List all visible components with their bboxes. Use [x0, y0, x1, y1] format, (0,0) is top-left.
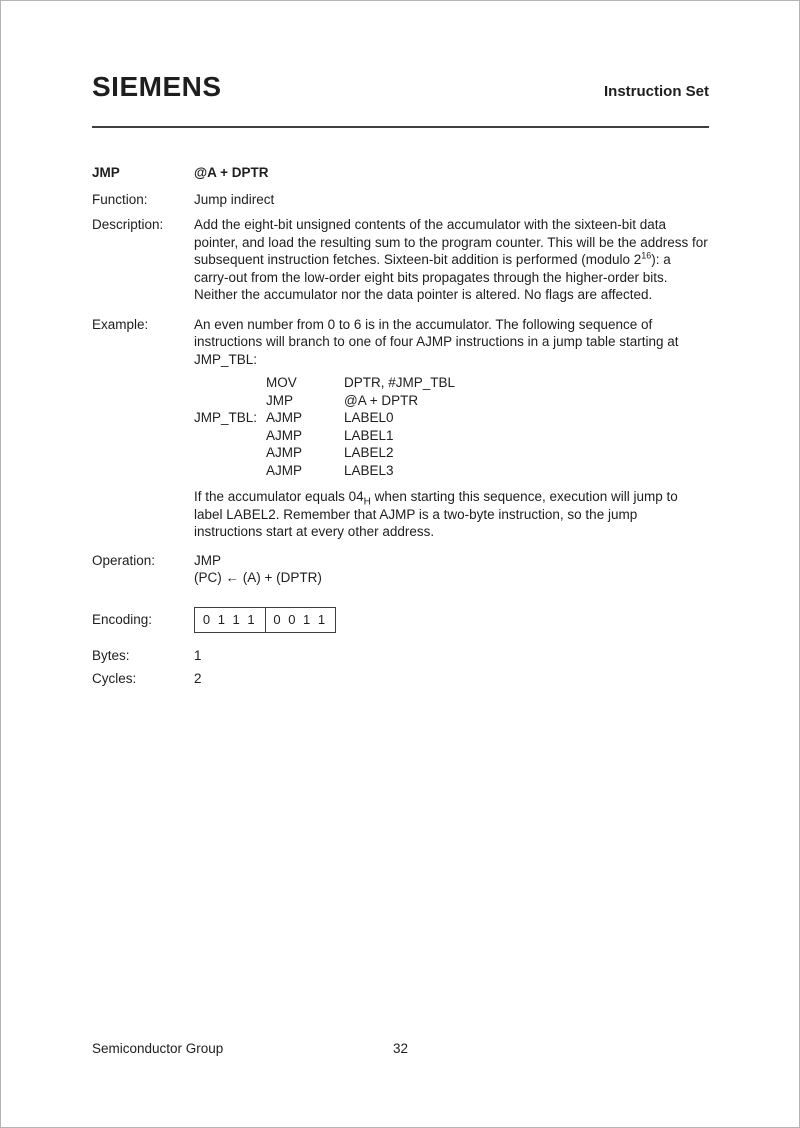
- function-label: Function:: [92, 191, 148, 207]
- operation-line1: JMP: [194, 552, 221, 568]
- encoding-low-nibble: 0 0 1 1: [273, 611, 328, 627]
- code-line-label: [194, 392, 266, 410]
- operation-label: Operation:: [92, 552, 156, 568]
- page-footer: [92, 1040, 709, 1057]
- code-line-label: JMP_TBL:: [194, 410, 258, 425]
- code-line: [194, 392, 709, 410]
- code-line: [194, 444, 709, 462]
- code-line: [194, 374, 709, 392]
- example-row: [92, 316, 709, 541]
- code-line-mnemonic: AJMP: [266, 445, 303, 460]
- encoding-content: [194, 607, 709, 633]
- instruction-title-row: [92, 164, 709, 182]
- code-line: [194, 462, 709, 480]
- encoding-row: [92, 607, 709, 633]
- description-label: Description:: [92, 217, 164, 232]
- code-line-operands: DPTR, #JMP_TBL: [344, 375, 456, 390]
- encoding-bit-box: [194, 607, 336, 633]
- code-line: [194, 427, 709, 445]
- code-line-mnemonic: AJMP: [266, 410, 303, 425]
- code-line-mnemonic: MOV: [266, 375, 297, 390]
- code-line-label: [194, 462, 266, 480]
- example-outro: [194, 488, 709, 541]
- instruction-operands: @A + DPTR: [194, 165, 269, 180]
- code-line-operands: LABEL1: [344, 427, 394, 443]
- example-outro-part1: If the accumulator equals 04: [194, 489, 364, 504]
- encoding-label: Encoding:: [92, 611, 153, 627]
- cycles-row: [92, 670, 709, 688]
- cycles-label: Cycles:: [92, 671, 137, 686]
- description-text: [194, 216, 709, 304]
- hex-subscript: H: [363, 496, 371, 508]
- instruction-mnemonic: JMP: [92, 165, 120, 180]
- header-section-title: Instruction Set: [603, 83, 709, 100]
- example-content: [194, 316, 709, 541]
- page-header: [92, 73, 709, 101]
- header-divider: [92, 126, 709, 128]
- description-text-part1: Add the eight-bit unsigned contents of the accumulator with the sixteen-bit data pointer, and load the resulting sum to the program counter. This will be the address for subsequent instruction fetches. Sixteen-bit addition is performed (modulo 2: [194, 217, 708, 267]
- bytes-label: Bytes:: [92, 647, 130, 663]
- footer-page-number: 32: [392, 1041, 409, 1056]
- code-line-label: [194, 427, 266, 445]
- code-line-mnemonic: AJMP: [266, 427, 303, 443]
- code-line-operands: LABEL3: [344, 462, 394, 478]
- example-intro: An even number from 0 to 6 is in the accumulator. The following sequence of instructions will branch to one of four AJMP instructions in a jump table starting at JMP_TBL:: [194, 316, 679, 367]
- example-outro-part2: when starting this sequence, execution will jump to label LABEL2. Remember that AJMP is a two-byte instruction, so the jump instructions start at every other address.: [194, 489, 678, 539]
- code-line-operands: LABEL2: [344, 445, 394, 460]
- description-exponent: 16: [641, 250, 652, 261]
- operation-content: [194, 552, 709, 587]
- footer-group-name: Semiconductor Group: [92, 1041, 224, 1056]
- code-line-label: [194, 374, 266, 392]
- example-code-block: [194, 374, 709, 479]
- example-label: Example:: [92, 316, 149, 332]
- function-row: [92, 191, 709, 209]
- code-line-operands: @A + DPTR: [344, 392, 419, 408]
- code-line: [194, 409, 709, 427]
- cycles-value: 2: [194, 671, 202, 686]
- description-text-part2: ): a carry-out from the low-order eight bits propagates through the higher-order bits. Neither the accumulator nor the data pointer is altered. No flags are affected.: [194, 252, 671, 302]
- description-row: [92, 216, 709, 304]
- code-line-label: [194, 444, 266, 462]
- page-content: [92, 164, 709, 688]
- operation-line2: (PC) ← (A) + (DPTR): [194, 570, 322, 585]
- code-line-mnemonic: AJMP: [266, 462, 303, 478]
- code-line-operands: LABEL0: [344, 410, 394, 425]
- bytes-row: [92, 647, 709, 665]
- function-text: Jump indirect: [194, 191, 275, 207]
- code-line-mnemonic: JMP: [266, 392, 293, 408]
- bytes-value: 1: [194, 647, 202, 663]
- encoding-high-nibble: 0 1 1 1: [195, 608, 266, 632]
- operation-row: [92, 552, 709, 587]
- siemens-logo: SIEMENS: [92, 71, 222, 102]
